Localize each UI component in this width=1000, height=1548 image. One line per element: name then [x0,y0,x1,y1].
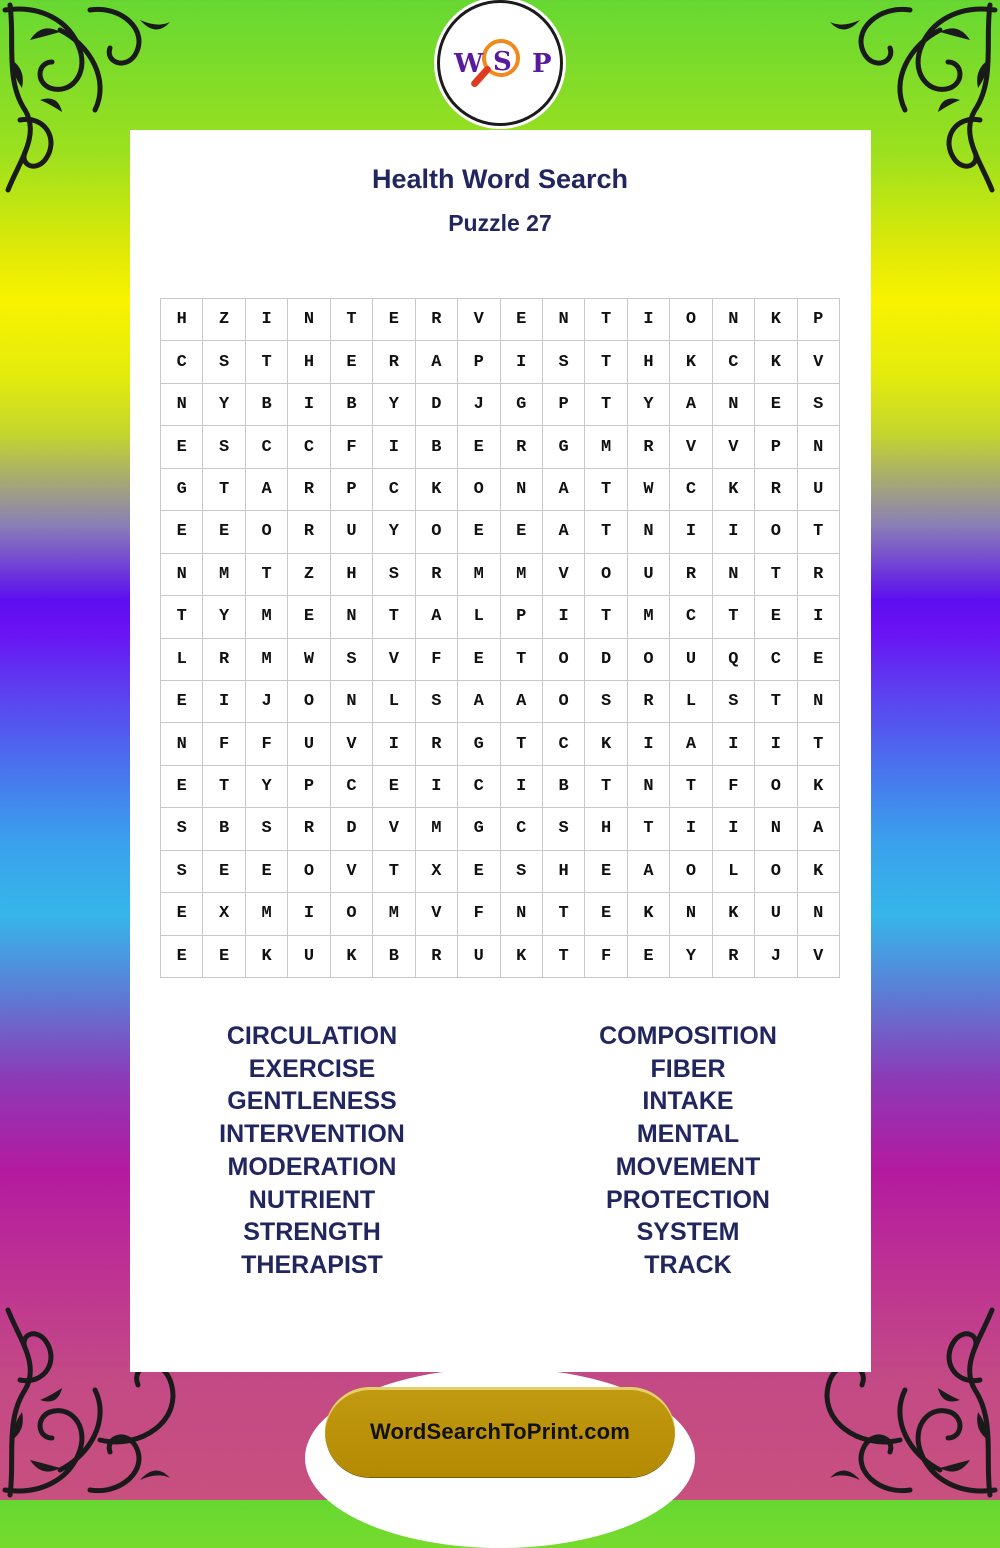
grid-cell[interactable]: R [628,681,670,723]
grid-cell[interactable]: C [543,723,585,765]
grid-cell[interactable]: Y [246,766,288,808]
grid-cell[interactable]: T [798,511,840,553]
grid-cell[interactable]: L [458,596,500,638]
grid-cell[interactable]: S [203,341,245,383]
grid-cell[interactable]: A [458,681,500,723]
grid-cell[interactable]: L [373,681,415,723]
grid-cell[interactable]: N [798,681,840,723]
grid-cell[interactable]: C [373,469,415,511]
website-link-button[interactable] [325,1387,675,1477]
grid-cell[interactable]: M [373,893,415,935]
grid-cell[interactable]: R [288,808,330,850]
grid-cell[interactable]: C [501,808,543,850]
grid-cell[interactable]: I [416,766,458,808]
grid-cell[interactable]: R [628,426,670,468]
grid-cell[interactable]: V [373,639,415,681]
grid-cell[interactable]: T [373,596,415,638]
grid-cell[interactable]: L [713,851,755,893]
grid-cell[interactable]: N [161,554,203,596]
word-list-item: INTERVENTION [219,1120,405,1149]
grid-cell[interactable]: M [458,554,500,596]
grid-cell[interactable]: R [416,299,458,341]
grid-cell[interactable]: C [246,426,288,468]
grid-cell[interactable]: R [288,469,330,511]
grid-cell[interactable]: E [501,511,543,553]
grid-cell[interactable]: U [628,554,670,596]
grid-cell[interactable]: E [755,384,797,426]
grid-cell[interactable]: O [670,299,712,341]
grid-cell[interactable]: Z [203,299,245,341]
grid-cell[interactable]: E [458,639,500,681]
grid-cell[interactable]: E [161,766,203,808]
word-list-item: STRENGTH [243,1218,381,1247]
grid-cell[interactable]: I [670,511,712,553]
grid-cell[interactable]: U [331,511,373,553]
grid-cell[interactable]: M [246,893,288,935]
word-list-item: COMPOSITION [599,1022,777,1050]
grid-cell[interactable]: G [458,723,500,765]
grid-cell[interactable]: E [373,766,415,808]
grid-cell[interactable]: F [416,639,458,681]
grid-cell[interactable]: I [670,808,712,850]
grid-cell[interactable]: T [585,766,627,808]
grid-cell[interactable]: X [416,851,458,893]
grid-cell[interactable]: W [628,469,670,511]
grid-cell[interactable]: S [161,851,203,893]
grid-cell[interactable]: U [288,936,330,978]
grid-cell[interactable]: V [543,554,585,596]
grid-cell[interactable]: C [670,596,712,638]
word-list-item: INTAKE [642,1087,734,1116]
grid-cell[interactable]: I [713,511,755,553]
grid-cell[interactable]: T [585,511,627,553]
website-link-label: WordSearchToPrint.com [369,1419,631,1444]
grid-cell[interactable]: P [543,384,585,426]
grid-cell[interactable]: F [585,936,627,978]
grid-cell[interactable]: D [331,808,373,850]
grid-cell[interactable]: O [755,766,797,808]
grid-cell[interactable]: E [203,936,245,978]
grid-cell[interactable]: S [331,639,373,681]
grid-cell[interactable]: V [670,426,712,468]
grid-cell[interactable]: H [161,299,203,341]
grid-cell[interactable]: A [246,469,288,511]
grid-cell[interactable]: K [246,936,288,978]
grid-cell[interactable]: K [713,893,755,935]
grid-cell[interactable]: N [628,511,670,553]
grid-cell[interactable]: S [373,554,415,596]
grid-cell[interactable]: T [203,766,245,808]
grid-cell[interactable]: T [585,341,627,383]
grid-cell[interactable]: R [416,936,458,978]
grid-cell[interactable]: N [713,554,755,596]
grid-cell[interactable]: T [585,384,627,426]
grid-cell[interactable]: I [288,384,330,426]
grid-cell[interactable]: O [755,851,797,893]
word-list-item: PROTECTION [606,1185,770,1214]
word-list-item: MOVEMENT [615,1152,761,1181]
grid-cell[interactable]: O [288,851,330,893]
site-logo[interactable] [437,0,563,126]
grid-cell[interactable]: N [755,808,797,850]
grid-cell[interactable]: L [670,681,712,723]
grid-cell[interactable]: V [373,808,415,850]
grid-cell[interactable]: T [203,469,245,511]
grid-cell[interactable]: A [670,723,712,765]
grid-cell[interactable]: P [288,766,330,808]
grid-cell[interactable]: D [416,384,458,426]
grid-cell[interactable]: R [203,639,245,681]
word-list-item: NUTRIENT [248,1185,376,1214]
grid-cell[interactable]: N [628,766,670,808]
grid-cell[interactable]: N [798,893,840,935]
grid-cell[interactable]: V [331,723,373,765]
grid-cell[interactable]: A [416,341,458,383]
grid-cell[interactable]: A [501,681,543,723]
grid-cell[interactable]: I [373,723,415,765]
grid-cell[interactable]: H [543,851,585,893]
grid-cell[interactable]: B [246,384,288,426]
grid-cell[interactable]: O [585,554,627,596]
word-list-item: MENTAL [636,1120,740,1149]
grid-cell[interactable]: X [203,893,245,935]
grid-cell[interactable]: U [458,936,500,978]
grid-cell[interactable]: S [543,341,585,383]
grid-cell[interactable]: M [203,554,245,596]
grid-cell[interactable]: O [755,511,797,553]
grid-cell[interactable]: I [628,723,670,765]
grid-cell[interactable]: H [288,341,330,383]
grid-cell[interactable]: E [501,299,543,341]
grid-cell[interactable]: R [416,554,458,596]
grid-cell[interactable]: T [670,766,712,808]
grid-cell[interactable]: N [288,299,330,341]
letter-grid[interactable] [160,298,840,978]
grid-cell[interactable]: T [755,554,797,596]
grid-cell[interactable]: E [161,936,203,978]
grid-cell[interactable]: U [798,469,840,511]
word-list-item: EXERCISE [248,1054,376,1083]
grid-cell[interactable]: I [288,893,330,935]
grid-cell[interactable]: T [713,596,755,638]
grid-cell[interactable]: M [501,554,543,596]
grid-cell[interactable]: F [203,723,245,765]
grid-cell[interactable]: S [161,808,203,850]
grid-cell[interactable]: Y [203,596,245,638]
grid-cell[interactable]: Q [713,639,755,681]
grid-cell[interactable]: S [501,851,543,893]
grid-cell[interactable]: T [543,893,585,935]
logo-letter: P [532,49,552,79]
grid-cell[interactable]: A [543,511,585,553]
word-list-item: SYSTEM [636,1218,740,1247]
grid-cell[interactable]: R [501,426,543,468]
grid-cell[interactable]: E [203,851,245,893]
grid-cell[interactable]: V [416,893,458,935]
grid-cell[interactable]: O [458,469,500,511]
grid-cell[interactable]: O [288,681,330,723]
grid-cell[interactable]: F [246,723,288,765]
grid-cell[interactable]: E [161,511,203,553]
grid-cell[interactable]: I [798,596,840,638]
grid-cell[interactable]: I [543,596,585,638]
grid-cell[interactable]: E [585,893,627,935]
grid-cell[interactable]: S [713,681,755,723]
grid-cell[interactable]: R [416,723,458,765]
word-list-item: GENTLENESS [227,1087,397,1116]
grid-cell[interactable]: K [628,893,670,935]
grid-cell[interactable]: I [713,723,755,765]
grid-cell[interactable]: Y [373,384,415,426]
word-list-item: MODERATION [227,1152,397,1181]
grid-cell[interactable]: G [501,384,543,426]
grid-cell[interactable]: O [543,681,585,723]
grid-cell[interactable]: I [628,299,670,341]
grid-cell[interactable]: Y [373,511,415,553]
grid-cell[interactable]: R [755,469,797,511]
grid-cell[interactable]: O [331,893,373,935]
grid-cell[interactable]: I [501,766,543,808]
grid-cell[interactable]: M [416,808,458,850]
grid-cell[interactable]: E [628,936,670,978]
grid-cell[interactable]: T [798,723,840,765]
grid-cell[interactable]: J [755,936,797,978]
grid-cell[interactable]: R [798,554,840,596]
grid-cell[interactable]: T [501,639,543,681]
grid-cell[interactable]: O [628,639,670,681]
grid-cell[interactable]: G [543,426,585,468]
grid-cell[interactable]: N [713,384,755,426]
grid-cell[interactable]: E [373,299,415,341]
grid-cell[interactable]: E [246,851,288,893]
grid-cell[interactable]: K [713,469,755,511]
grid-cell[interactable]: S [543,808,585,850]
grid-cell[interactable]: C [670,469,712,511]
grid-cell[interactable]: N [501,469,543,511]
grid-cell[interactable]: K [501,936,543,978]
grid-cell[interactable]: U [670,639,712,681]
grid-cell[interactable]: E [331,341,373,383]
grid-cell[interactable]: E [458,511,500,553]
grid-cell[interactable]: N [713,299,755,341]
grid-cell[interactable]: D [585,639,627,681]
grid-cell[interactable]: T [585,299,627,341]
grid-cell[interactable]: R [713,936,755,978]
grid-cell[interactable]: K [798,851,840,893]
grid-cell[interactable]: B [203,808,245,850]
grid-cell[interactable]: Y [628,384,670,426]
grid-cell[interactable]: M [585,426,627,468]
grid-cell[interactable]: N [798,426,840,468]
word-list-right [528,1020,848,1282]
grid-cell[interactable]: F [331,426,373,468]
word-list-item: TRACK [644,1250,732,1279]
grid-cell[interactable]: K [670,341,712,383]
grid-cell[interactable]: K [755,299,797,341]
grid-cell[interactable]: R [670,554,712,596]
grid-cell[interactable]: P [798,299,840,341]
grid-cell[interactable]: P [331,469,373,511]
grid-cell[interactable]: S [246,808,288,850]
grid-cell[interactable]: S [798,384,840,426]
grid-cell[interactable]: Y [203,384,245,426]
grid-cell[interactable]: I [501,341,543,383]
grid-cell[interactable]: I [713,808,755,850]
grid-cell[interactable]: E [161,893,203,935]
logo-letter: W [454,49,484,79]
grid-cell[interactable]: V [798,341,840,383]
grid-cell[interactable]: J [246,681,288,723]
grid-cell[interactable]: A [628,851,670,893]
grid-cell[interactable]: I [203,681,245,723]
grid-cell[interactable]: I [246,299,288,341]
word-list-item: CIRCULATION [226,1022,398,1050]
grid-cell[interactable]: V [798,936,840,978]
grid-cell[interactable]: C [755,639,797,681]
grid-cell[interactable]: H [331,554,373,596]
grid-cell[interactable]: O [416,511,458,553]
grid-cell[interactable]: T [543,936,585,978]
grid-cell[interactable]: Z [288,554,330,596]
grid-cell[interactable]: K [585,723,627,765]
grid-cell[interactable]: A [798,808,840,850]
grid-cell[interactable]: U [755,893,797,935]
word-list-item: FIBER [650,1054,726,1083]
grid-cell[interactable]: E [458,851,500,893]
grid-cell[interactable]: F [458,893,500,935]
grid-cell[interactable]: T [501,723,543,765]
grid-cell[interactable]: E [458,426,500,468]
grid-cell[interactable]: G [161,469,203,511]
grid-cell[interactable]: V [458,299,500,341]
grid-cell[interactable]: F [713,766,755,808]
grid-cell[interactable]: T [755,681,797,723]
grid-cell[interactable]: A [416,596,458,638]
grid-cell[interactable]: N [331,596,373,638]
grid-cell[interactable]: E [585,851,627,893]
page-title: Health Word Search [371,164,629,194]
grid-cell[interactable]: O [543,639,585,681]
grid-cell[interactable]: N [331,681,373,723]
grid-cell[interactable]: I [755,723,797,765]
grid-cell[interactable]: H [585,808,627,850]
grid-cell[interactable]: T [373,851,415,893]
grid-cell[interactable]: N [670,893,712,935]
grid-cell[interactable]: T [161,596,203,638]
grid-cell[interactable]: B [331,384,373,426]
grid-cell[interactable]: W [288,639,330,681]
grid-cell[interactable]: T [331,299,373,341]
logo-letter: S [493,47,512,77]
grid-cell[interactable]: T [628,808,670,850]
grid-cell[interactable]: B [416,426,458,468]
grid-cell[interactable]: S [203,426,245,468]
grid-cell[interactable]: T [246,554,288,596]
grid-cell[interactable]: P [501,596,543,638]
grid-cell[interactable]: P [755,426,797,468]
grid-cell[interactable]: C [713,341,755,383]
grid-cell[interactable]: I [373,426,415,468]
grid-cell[interactable]: C [458,766,500,808]
grid-cell[interactable]: A [543,469,585,511]
word-list-left [152,1020,472,1282]
grid-cell[interactable]: C [331,766,373,808]
grid-cell[interactable]: M [628,596,670,638]
grid-cell[interactable]: E [288,596,330,638]
grid-cell[interactable]: B [543,766,585,808]
grid-cell[interactable]: T [246,341,288,383]
grid-cell[interactable]: R [373,341,415,383]
grid-cell[interactable]: O [670,851,712,893]
grid-cell[interactable]: M [246,639,288,681]
grid-cell[interactable]: K [755,341,797,383]
grid-cell[interactable]: U [288,723,330,765]
grid-cell[interactable]: B [373,936,415,978]
grid-cell[interactable]: S [585,681,627,723]
grid-cell[interactable]: N [161,723,203,765]
grid-cell[interactable]: K [798,766,840,808]
grid-cell[interactable]: N [543,299,585,341]
grid-cell[interactable]: J [458,384,500,426]
grid-cell[interactable]: T [585,596,627,638]
grid-cell[interactable]: S [416,681,458,723]
grid-cell[interactable]: E [755,596,797,638]
grid-cell[interactable]: T [585,469,627,511]
grid-cell[interactable]: E [161,681,203,723]
grid-cell[interactable]: E [161,426,203,468]
grid-cell[interactable]: V [331,851,373,893]
grid-cell[interactable]: G [458,808,500,850]
grid-cell[interactable]: L [161,639,203,681]
grid-cell[interactable]: P [458,341,500,383]
word-list-item: THERAPIST [241,1250,383,1279]
grid-cell[interactable]: C [161,341,203,383]
grid-cell[interactable]: K [331,936,373,978]
grid-cell[interactable]: O [246,511,288,553]
grid-cell[interactable]: M [246,596,288,638]
grid-cell[interactable]: V [713,426,755,468]
grid-cell[interactable]: K [416,469,458,511]
grid-cell[interactable]: N [501,893,543,935]
grid-cell[interactable]: Y [670,936,712,978]
grid-cell[interactable]: N [161,384,203,426]
grid-cell[interactable]: E [203,511,245,553]
grid-cell[interactable]: E [798,639,840,681]
puzzle-number: Puzzle 27 [448,210,552,236]
grid-cell[interactable]: H [628,341,670,383]
grid-cell[interactable]: R [288,511,330,553]
grid-cell[interactable]: C [288,426,330,468]
grid-cell[interactable]: A [670,384,712,426]
